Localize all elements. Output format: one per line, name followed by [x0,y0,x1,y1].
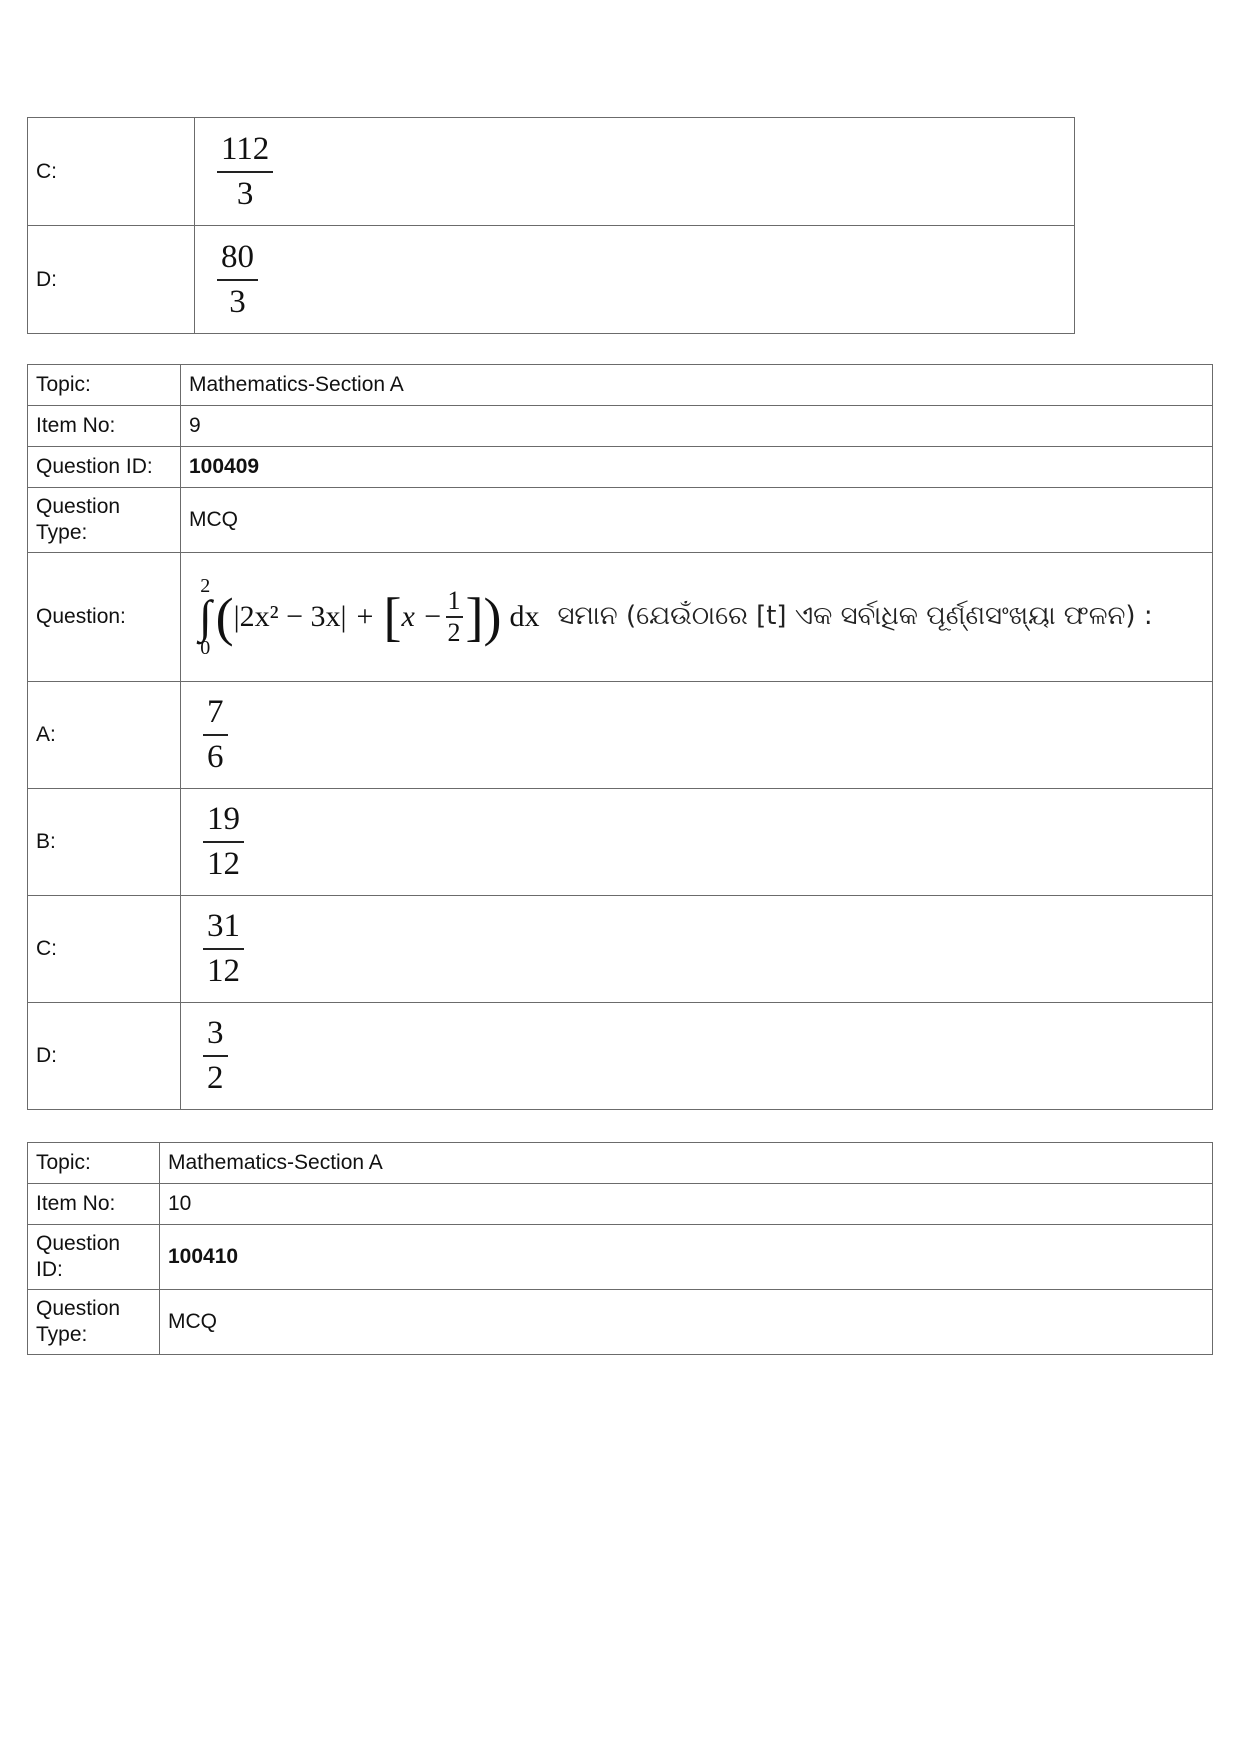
fraction-numerator: 7 [203,696,228,736]
item-no-row [28,406,1213,447]
prev-question-options-table [27,117,1075,334]
item-10-table [27,1142,1213,1355]
fraction-numerator: 3 [203,1017,228,1057]
question-id-row [28,447,1213,488]
question-row [28,553,1213,682]
option-label: C: [28,896,181,1003]
option-row-c [28,896,1213,1003]
question-type-value: MCQ [160,1290,1213,1355]
topic-row [28,1143,1213,1184]
option-value [181,789,1213,896]
item-no-label: Item No: [28,1184,160,1225]
fraction-denominator: 3 [236,175,254,212]
question-id-label: Question ID: [28,447,181,488]
fraction [203,1017,228,1095]
fraction-numerator: 112 [217,133,273,173]
question-type-label: Question Type: [28,1290,160,1355]
item-no-row [28,1184,1213,1225]
option-label: D: [28,1003,181,1110]
dx: dx [509,599,540,633]
option-label: C: [28,118,195,226]
question-content [181,553,1213,682]
topic-label: Topic: [28,365,181,406]
question-id-row [28,1225,1213,1290]
item-9-table [27,364,1213,1110]
item-no-value: 9 [181,406,1213,447]
integral-sign [199,576,212,657]
integral-symbol: ∫ [199,591,212,643]
open-bracket: [ [383,586,402,647]
question-type-row [28,488,1213,553]
option-row-d [28,226,1075,334]
fraction-numerator: 31 [203,910,244,950]
option-label: B: [28,789,181,896]
question-id-value: 100409 [181,447,1213,488]
question-type-value: MCQ [181,488,1213,553]
option-value [195,226,1075,334]
option-value [195,118,1075,226]
question-type-label: Question Type: [28,488,181,553]
plus-sign: + [356,599,374,633]
question-math [199,576,1204,657]
half-fraction [446,585,463,647]
fraction [217,130,273,212]
question-id-value: 100410 [160,1225,1213,1290]
lower-limit: 0 [200,636,211,659]
fraction-denominator: 3 [229,283,246,320]
fraction-numerator: 19 [203,803,244,843]
half-denominator: 2 [447,617,461,647]
fraction [203,803,244,881]
fraction [203,696,228,774]
fraction [217,238,258,320]
open-paren: ( [215,586,234,647]
question-type-row [28,1290,1213,1355]
fraction-denominator: 6 [207,739,224,775]
item-no-label: Item No: [28,406,181,447]
close-paren: ) [483,586,502,647]
question-id-label: Question ID: [28,1225,160,1290]
option-row-b [28,789,1213,896]
item-no-value: 10 [160,1184,1213,1225]
topic-value: Mathematics-Section A [160,1143,1213,1184]
abs-term: |2x² − 3x| [233,599,347,633]
close-bracket: ] [465,586,484,647]
option-label: A: [28,682,181,789]
fraction-denominator: 2 [207,1060,224,1096]
option-row-a [28,682,1213,789]
topic-value: Mathematics-Section A [181,365,1213,406]
option-value [181,1003,1213,1110]
question-label: Question: [28,553,181,682]
question-odia-text: ସମାନ (ଯେଉଁଠାରେ [t] ଏକ ସର୍ବାଧିକ ପୂର୍ଣ୍ଣସଂଖ୍ୟା ଫଳନ) : [557,601,1153,632]
fraction-numerator: 80 [217,241,258,281]
option-value [181,896,1213,1003]
fraction-denominator: 12 [207,953,240,989]
option-row-c [28,118,1075,226]
upper-limit: 2 [200,575,211,598]
fraction-denominator: 12 [207,846,240,882]
option-row-d [28,1003,1213,1110]
option-label: D: [28,226,195,334]
floor-term: x − [401,599,443,633]
fraction [203,910,244,988]
topic-row [28,365,1213,406]
topic-label: Topic: [28,1143,160,1184]
option-value [181,682,1213,789]
half-numerator: 1 [446,588,463,618]
